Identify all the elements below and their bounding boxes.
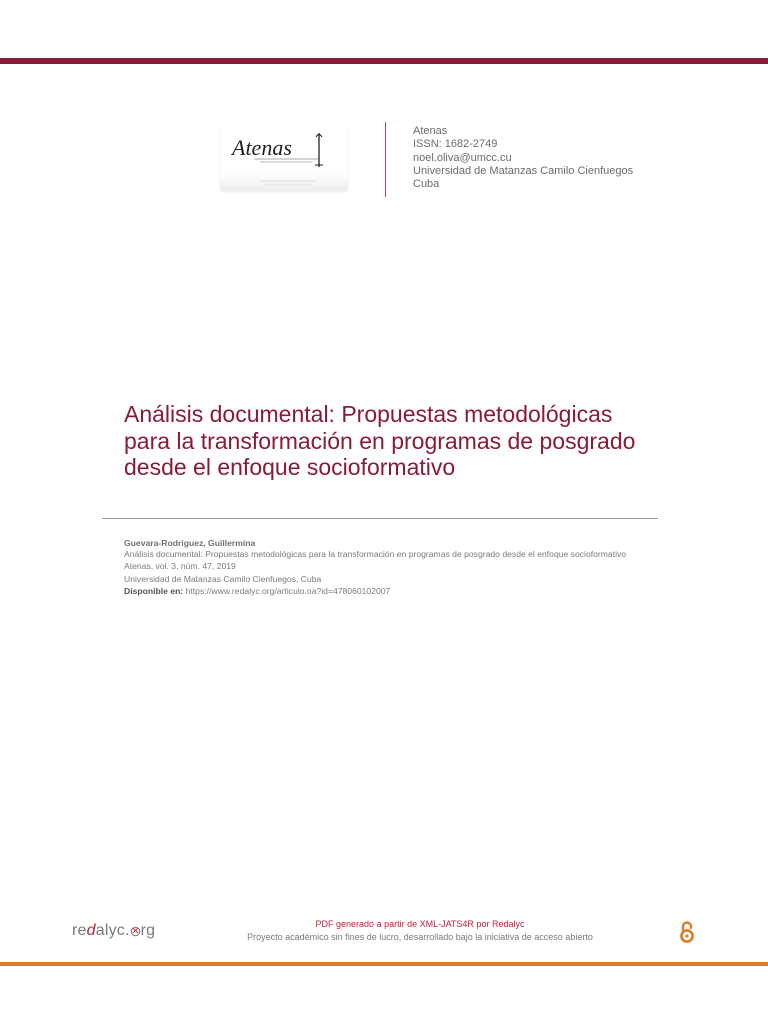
redalyc-logo[interactable] <box>72 918 155 944</box>
redalyc-globe-icon <box>130 926 141 937</box>
open-access-icon <box>677 920 697 944</box>
redalyc-logo-mark: d <box>86 922 96 939</box>
citation-title: Análisis documental: Propuestas metodológicas para la transformación en programas de posgrado desde el enfoque socioformativo <box>124 548 627 559</box>
article-title: Análisis documental: Propuestas metodológicas para la transformación en programas de posgrado desde el enfoque socioformativo <box>124 401 636 480</box>
citation-availability <box>124 586 644 597</box>
journal-email[interactable]: noel.oliva@umcc.cu <box>413 151 512 164</box>
citation-journal-ref: Atenas, vol. 3, núm. 47, 2019 <box>124 561 236 572</box>
footer-project-text: Proyecto académico sin fines de lucro, desarrollado bajo la iniciativa de acceso abierto <box>247 931 593 942</box>
header-divider <box>385 122 386 197</box>
citation-block <box>124 538 644 597</box>
citation-institution: Universidad de Matanzas Camilo Cienfuegos, Cuba <box>124 573 322 584</box>
journal-name: Atenas <box>413 125 448 137</box>
journal-logo <box>220 125 348 191</box>
journal-university: Universidad de Matanzas Camilo Cienfuegos <box>413 164 634 177</box>
journal-info <box>413 125 633 191</box>
footer-text <box>180 918 660 943</box>
journal-issn: ISSN: 1682-2749 <box>413 138 498 151</box>
svg-text:Atenas: Atenas <box>232 135 292 160</box>
bottom-accent-bar <box>0 962 768 966</box>
redalyc-logo-end: rg <box>140 922 156 939</box>
journal-logo-graphic <box>220 125 348 191</box>
availability-label: Disponible en: <box>124 586 184 597</box>
footer-generated-text: PDF generado a partir de XML-JATS4R por Redalyc <box>315 919 525 929</box>
redalyc-logo-prefix: re <box>72 922 87 939</box>
journal-country: Cuba <box>413 178 440 191</box>
title-divider <box>102 518 658 519</box>
article-url-link[interactable]: https://www.redalyc.org/articulo.oa?id=478060102007 <box>185 586 391 597</box>
top-accent-bar <box>0 58 768 64</box>
redalyc-logo-suffix: alyc. <box>95 922 130 939</box>
citation-author: Guevara-Rodriguez, Guillermina <box>124 538 256 548</box>
